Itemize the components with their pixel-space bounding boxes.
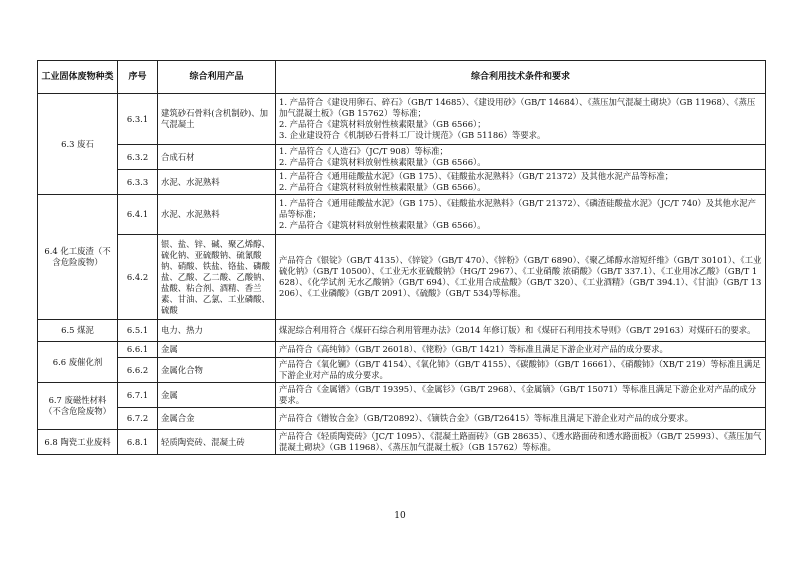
requirement-line: 产品符合《高纯铈》（GB/T 26018）、《铑粉》（GB/T 1421）等标准且满足下游企业对产品的成分要求。 <box>279 344 668 354</box>
category-cell: 6.7 废磁性材料（不含危险废物） <box>38 383 118 430</box>
header-category: 工业固体废物种类 <box>38 61 118 94</box>
requirement-line: 3. 企业建设符合《机制砂石骨料工厂设计规范》（GB 51186）等要求。 <box>279 130 546 140</box>
product-cell: 水泥、水泥熟料 <box>158 170 276 195</box>
header-product: 综合利用产品 <box>158 61 276 94</box>
number-cell: 6.6.2 <box>118 358 158 383</box>
requirement-line: 产品符合《氧化镧》（GB/T 4154）、《氧化铈》（GB/T 4155）、《碳酸铈》（GB/T 16661）、《硝酸铈》（XB/T 219）等标准且满足下游企业对产品的成分要求。 <box>279 359 761 380</box>
header-number: 序号 <box>118 61 158 94</box>
table-row <box>38 430 766 455</box>
product-cell: 电力、热力 <box>158 320 276 342</box>
table-row <box>38 408 766 430</box>
requirement-line: 2. 产品符合《建筑材料放射性核素限量》（GB 6566）； <box>279 119 486 129</box>
category-cell: 6.4 化工废渣（不含危险废物） <box>38 195 118 320</box>
page-number: 10 <box>394 511 406 521</box>
requirement-line: 产品符合《轻质陶瓷砖》（JC/T 1095）、《混凝土路面砖》（GB 28635）、《透水路面砖和透水路面板》（GB/T 25993）、《蒸压加气混凝土砌块》（GB 11968）、《蒸压加气混凝土板》（GB 15762）等标准。 <box>279 431 762 452</box>
product-cell: 合成石材 <box>158 145 276 170</box>
requirement-line: 产品符合《金属镨》（GB/T 19395）、《金属钐》（GB/T 2968）、《金属镝》（GB/T 15071）等标准且满足下游企业对产品的成分要求。 <box>279 384 757 405</box>
table-row <box>38 383 766 408</box>
requirement-line: 2. 产品符合《建筑材料放射性核素限量》（GB 6566）。 <box>279 220 486 230</box>
table-row <box>38 320 766 342</box>
number-cell: 6.4.2 <box>118 235 158 320</box>
category-cell: 6.8 陶瓷工业废料 <box>38 430 118 455</box>
category-cell: 6.6 废催化剂 <box>38 342 118 383</box>
table-row <box>38 358 766 383</box>
product-cell: 金属合金 <box>158 408 276 430</box>
requirement-line: 产品符合《镨钕合金》（GB/T20892）、《镝铁合金》（GB/T26415）等标准且满足下游企业对产品的成分要求。 <box>279 413 694 423</box>
number-cell: 6.3.2 <box>118 145 158 170</box>
requirement-line: 煤泥综合利用符合《煤矸石综合利用管理办法》（2014 年修订版）和《煤矸石利用技术导则》（GB/T 29163）对煤矸石的要求。 <box>279 325 756 335</box>
requirements-cell <box>276 235 766 320</box>
standards-table <box>37 60 766 455</box>
number-cell: 6.3.3 <box>118 170 158 195</box>
product-cell: 银、盐、锌、碱、聚乙烯醇、硫化钠、亚硫酸钠、硫氰酸钠、硝酸、铁盐、铬盐、磷酸盐、乙酸、乙二酸、乙酸钠、盐酸、粘合剂、酒精、香兰素、甘油、乙氯、工业磷酸、硫酸 <box>158 235 276 320</box>
number-cell: 6.3.1 <box>118 94 158 145</box>
number-cell: 6.7.2 <box>118 408 158 430</box>
requirement-line: 1. 产品符合《通用硅酸盐水泥》（GB 175）、《硅酸盐水泥熟料》（GB/T 21372）及其他水泥产品等标准； <box>279 171 674 181</box>
category-cell: 6.5 煤泥 <box>38 320 118 342</box>
requirements-cell <box>276 145 766 170</box>
requirements-cell <box>276 170 766 195</box>
requirement-line: 产品符合《银锭》（GB/T 4135）、《锌锭》（GB/T 470）、《锌粉》（GB/T 6890）、《聚乙烯醇水溶短纤维》（GB/T 30101）、《工业硫化钠》（GB/T 10500）、《工业无水亚硫酸钠》（HG/T 2967）、《工业硝酸 浓硝酸》（GB/T 337.1）、《工业用冰乙酸》（GB/T 1628）、《化学试剂 无水乙酸钠》（GB/T 694）、《工业用合成盐酸》（GB/T 320）、《工业酒精》（GB/T 394.1）、《甘油》（GB/T 13206）、《工业磷酸》（GB/T 2091）、《硫酸》（GB/T 534)等标准。 <box>279 255 762 298</box>
requirements-cell <box>276 342 766 358</box>
number-cell: 6.8.1 <box>118 430 158 455</box>
table-row <box>38 170 766 195</box>
header-requirements: 综合利用技术条件和要求 <box>276 61 766 94</box>
table-body <box>38 94 766 455</box>
requirements-cell <box>276 320 766 342</box>
requirements-cell <box>276 358 766 383</box>
table-row <box>38 342 766 358</box>
requirement-line: 1. 产品符合《通用硅酸盐水泥》（GB 175）、《硅酸盐水泥熟料》（GB/T 21372）、《磷渣硅酸盐水泥》（JC/T 740）及其他水泥产品等标准； <box>279 198 757 219</box>
requirement-line: 1. 产品符合《人造石》（JC/T 908）等标准； <box>279 146 448 156</box>
product-cell: 轻质陶瓷砖、混凝土砖 <box>158 430 276 455</box>
product-cell: 建筑砂石骨料(含机制砂)、加气混凝土 <box>158 94 276 145</box>
number-cell: 6.4.1 <box>118 195 158 235</box>
requirement-line: 2. 产品符合《建筑材料放射性核素限量》（GB 6566）。 <box>279 182 486 192</box>
product-cell: 金属 <box>158 342 276 358</box>
requirements-cell <box>276 195 766 235</box>
product-cell: 金属 <box>158 383 276 408</box>
requirement-line: 1. 产品符合《建设用卵石、碎石》（GB/T 14685）、《建设用砂》（GB/T 14684）、《蒸压加气混凝土砌块》（GB 11968）、《蒸压加气混凝土板》（GB 15762）等标准； <box>279 97 756 118</box>
requirements-cell <box>276 94 766 145</box>
requirements-cell <box>276 383 766 408</box>
requirement-line: 2. 产品符合《建筑材料放射性核素限量》（GB 6566）。 <box>279 157 486 167</box>
product-cell: 水泥、水泥熟料 <box>158 195 276 235</box>
number-cell: 6.5.1 <box>118 320 158 342</box>
number-cell: 6.7.1 <box>118 383 158 408</box>
table-row <box>38 235 766 320</box>
requirements-cell <box>276 430 766 455</box>
category-cell: 6.3 废石 <box>38 94 118 195</box>
requirements-cell <box>276 408 766 430</box>
table-row <box>38 145 766 170</box>
number-cell: 6.6.1 <box>118 342 158 358</box>
table-row <box>38 195 766 235</box>
table-row <box>38 94 766 145</box>
product-cell: 金属化合物 <box>158 358 276 383</box>
table-header-row <box>38 61 766 94</box>
